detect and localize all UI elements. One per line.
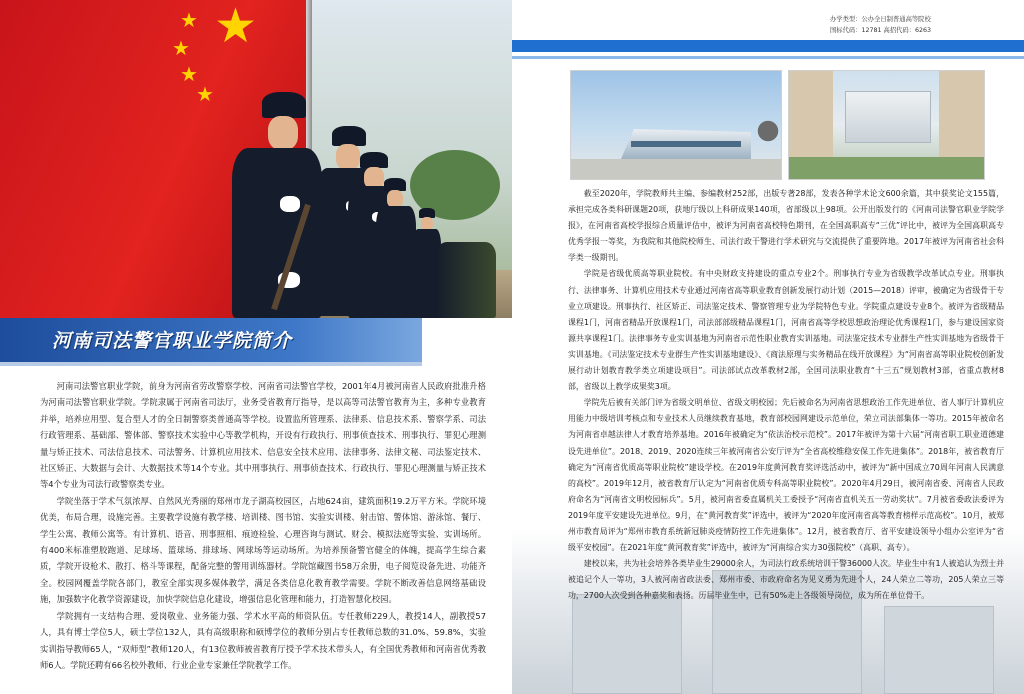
building-shape bbox=[572, 594, 682, 694]
right-body-text bbox=[568, 186, 1004, 604]
flag-star-icon: ★ bbox=[172, 36, 190, 60]
paragraph: 学院是省级优质高等职业院校。有中央财政支持建设的重点专业2个。刑事执行专业为省级教学改革试点专业。刑事执行、法律事务、计算机应用技术专业通过河南省高等职业教育创新发展行动计划（2015—2018）评审，被确定为省级骨干专业立项建设。刑事执行、社区矫正、司法鉴定技术、警察管理专业为学院特色专业。学院重点建设专业8个。被评为省级精品课程1门，河南省精品开放课程1门，司法部部级精品课程1门，河南省高等学校思想政治理论优秀课程1门，参与建设国家资源共享课程1门。法律事务专业实训基地为河南省示范性职业教育实训基地。司法鉴定技术专业群生产性实训基地为省级骨干实训基地。《司法鉴定技术专业群生产性实训基地建设》、《商法原理与实务精品在线开放课程》为“河南省高等职业院校创新发展行动计划教育教学类立项建设项目”。司法部试点改革教材2部，全国司法职业教育“十三五”规划教材3部，省重点教材8部，省级以上教学成果奖3项。 bbox=[568, 269, 1004, 392]
modern-building-photo bbox=[570, 70, 782, 180]
paragraph: 学院拥有一支结构合理、爱岗敬业、业务能力强、学术水平高的师资队伍。专任教师229人，教授14人，副教授57人，具有博士学位5人，硕士学位132人，具有高级职称和硕博学位的教师分别占专任教师总数的31.0%、59.8%，实验实训指导教师65人，“双师型”教师120人，有13位教师被省教育厅授予学术技术带头人，有全国优秀教师和河南省优秀教师6人。学院还聘有66名校外教师、行业企业专家兼任学院教学工作。 bbox=[40, 610, 486, 670]
paragraph: 学院先后被有关部门评为省级文明单位、省级文明校园；先后被命名为河南省思想政治工作先进单位、省人事厅计算机应用能力中级培训考核点和专业技术人员继续教育基地，教育部校园网建设示范单位，荣立司法部集体一等功。2015年被命名为河南省卓越法律人才教育培养基地。2016年被确定为“依法治校示范校”。2017年被评为第十六届“河南省职工职业道德建设先进单位”。2018、2019、2020连续三年被河南省公安厅评为“全省高校维稳安保工作先进集体”。2018年，被省教育厅确定为“河南省优质高等职业院校”建设学校。在2019年度黄河教育奖评选活动中，被评为“新中国成立70周年河南人民满意的高校”。2019年12月，被省教育厅认定为“河南省优质专科高等职业院校”。2020年4月29日，被河南省委、河南省人民政府命名为“河南省文明校园标兵”。5月，被河南省委直属机关工委授予“河南省直机关五一劳动奖状”。7月被省委政法委评为2019年度平安建设先进单位。9月，在“黄河教育奖”评选中，被评为“2020年度河南省高等教育榜样示范高校”。10月，被郑州市教育局评为“郑州市教育系统新冠肺炎疫情防控工作先进集体”。12月，被省教育厅、省平安建设领导小组办公室评为“省级平安校园”。在2021年度“黄河教育奖”评选中，被评为“河南综合实力30强院校”（高职、高专）。 bbox=[568, 398, 1004, 553]
flag-star-icon: ★ bbox=[196, 82, 214, 106]
building-shape bbox=[939, 71, 985, 161]
building-shape bbox=[789, 71, 833, 161]
paragraph: 河南司法警官职业学院，前身为河南省劳改警察学校、河南省司法警官学校，2001年4月被河南省人民政府批准升格为河南司法警官职业学院。学院隶属于河南省司法厅，业务受省教育厅指导，是以高等司法警官教育为主，多种专业教育并举，培养应用型、复合型人才的全日制警察类普通高等学校。设置监所管理系、法律系、信息技术系、警察学系、司法行政管理系、基础部、警体部、警察技术实验中心等教学机构，开设有行政执行、刑事侦查技术、刑事执行、罪犯心理测量与矫正技术、司法信息技术、司法警务、计算机应用技术、信息安全技术应用、法律事务、法律文秘、司法鉴定技术、社区矫正、大数据与会计、大数据技术等14个专业。其中刑事执行、刑事侦查技术、行政执行、罪犯心理测量与矫正技术等4个专业为司法行政警察类专业。 bbox=[40, 381, 486, 490]
paragraph: 截至2020年，学院教师共主编、参编教材252部，出版专著28部，发表各种学术论文600余篇，其中获奖论文155篇，承担完成各类科研课题20项，获地厅级以上科研成果140项，省部级以上98项。公开出版发行的《河南司法警官职业学院学报》，在河南省高校学报综合质量评估中，被评为河南省高校特色期刊，在全国高职高专“三优”评比中，被评为全国高职高专优秀学报一等奖，为我院和其他院校师生、司法行政干警进行学术研究与交流提供了重要阵地。2017年被评为河南省社会科学类一级期刊。 bbox=[568, 189, 1004, 263]
lawn bbox=[789, 157, 985, 180]
plaza bbox=[571, 159, 782, 180]
flag-star-icon: ★ bbox=[214, 0, 258, 54]
right-page bbox=[512, 0, 1024, 694]
honor-guard-officer bbox=[222, 92, 322, 318]
honor-guard-row bbox=[436, 226, 496, 318]
page-title: 河南司法警官职业学院简介 bbox=[52, 330, 293, 352]
tree-shape bbox=[753, 101, 782, 161]
header-blue-bar bbox=[512, 40, 1024, 52]
flag-star-icon: ★ bbox=[180, 62, 198, 86]
title-banner-shadow bbox=[0, 362, 422, 366]
campus-courtyard-photo bbox=[788, 70, 985, 180]
left-body-text bbox=[40, 378, 486, 673]
school-code-line: 国标代码：12781 高招代码：6263 bbox=[830, 27, 932, 34]
flag-star-icon: ★ bbox=[180, 8, 198, 32]
building-window-band bbox=[631, 141, 741, 147]
building-shape bbox=[884, 606, 994, 694]
paragraph: 建校以来，共为社会培养各类毕业生29000余人，为司法行政系统培训干警36000人次。毕业生中有1人被追认为烈士并被追记个人一等功，3人被河南省政法委、郑州市委、市政府命名为见义勇为先进个人，24人荣立二等功，205人荣立三等功，2700人次受到各种嘉奖和表扬。历届毕业生中，已有50%走上各级领导岗位，成为所在单位骨干。 bbox=[568, 559, 1004, 601]
header-blue-bar-thin bbox=[512, 56, 1024, 59]
school-type-line: 办学类型：公办全日制普通高等院校 bbox=[830, 16, 931, 23]
building-shape bbox=[845, 91, 931, 143]
paragraph: 学院坐落于学术气氛浓厚、自然风光秀丽的郑州市龙子湖高校园区，占地624亩，建筑面积19.2万平方米。学院环境优美，布局合理，设施完善。主要教学设施有教学楼、培训楼、图书馆、实验实训楼、射击馆、警体馆、游泳馆、餐厅、学生公寓、教师公寓等。有计算机、语音、刑事照相、痕迹检验、心理咨询与测试、财会、模拟法庭等实验、实训场所。有400米标准塑胶跑道、足球场、篮球场、排球场、网球场等运动场所。为培养预备警官健全的体魄，提高学生综合素质，学院开设枪术、散打、格斗等课程，配备完整的警用训练器材。学院馆藏图书58万余册，电子阅览设备先进、功能齐全。校园网覆盖学院各部门，教室全部实现多媒体教学，满足各类信息化教育教学需要。学院不断改善信息网络基础设施，加强数字化教学资源建设，加快学院信息化建设，增强信息化管理和能力，打造智慧化校园。 bbox=[40, 495, 486, 605]
school-meta-info bbox=[830, 14, 931, 36]
police-honor-guard-photo bbox=[0, 0, 512, 318]
